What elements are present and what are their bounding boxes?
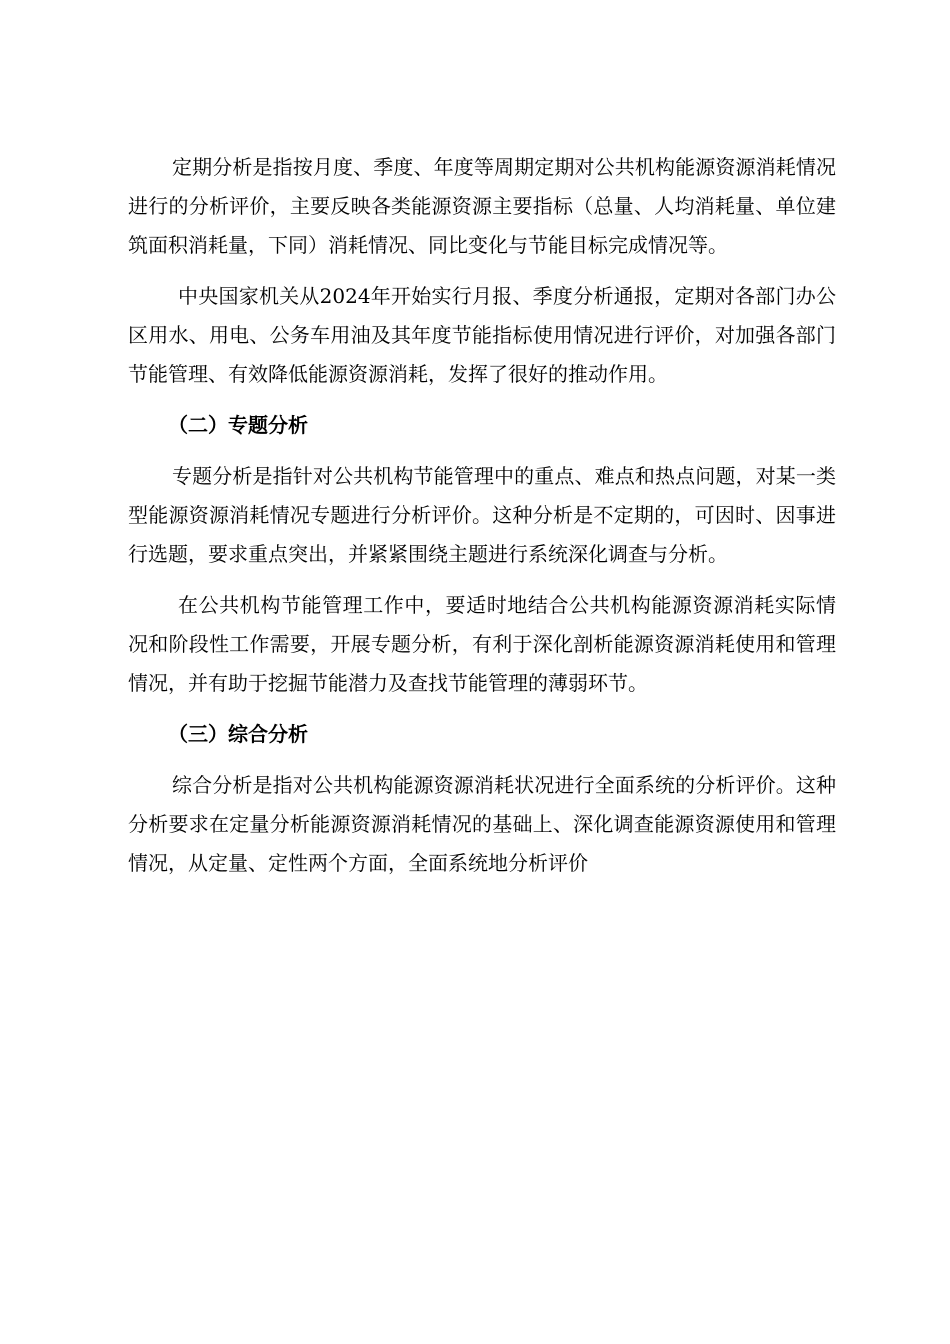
paragraph-periodic-analysis: 定期分析是指按月度、季度、年度等周期定期对公共机构能源资源消耗情况进行的分析评价，主要反映各类能源资源主要指标（总量、人均消耗量、单位建筑面积消耗量，下同）消耗情况、同比变化与节能目标完成情况等。 <box>128 155 836 257</box>
paragraph-thematic-application: 在公共机构节能管理工作中，要适时地结合公共机构能源资源消耗实际情况和阶段性工作需要，开展专题分析，有利于深化剖析能源资源消耗使用和管理情况，并有助于挖掘节能潜力及查找节能管理的薄弱环节。 <box>128 593 836 695</box>
document-body <box>128 148 836 895</box>
section-heading-thematic-analysis: （二）专题分析 <box>168 413 308 437</box>
paragraph-central-agencies: 中央国家机关从2024年开始实行月报、季度分析通报，定期对各部门办公区用水、用电、公务车用油及其年度节能指标使用情况进行评价，对加强各部门节能管理、有效降低能源资源消耗，发挥了很好的推动作用。 <box>128 284 836 386</box>
section-heading-comprehensive-analysis: （三）综合分析 <box>168 722 308 746</box>
paragraph-thematic-definition: 专题分析是指针对公共机构节能管理中的重点、难点和热点问题，对某一类型能源资源消耗情况专题进行分析评价。这种分析是不定期的，可因时、因事进行选题，要求重点突出，并紧紧围绕主题进行系统深化调查与分析。 <box>128 464 836 566</box>
paragraph-comprehensive-definition: 综合分析是指对公共机构能源资源消耗状况进行全面系统的分析评价。这种分析要求在定量分析能源资源消耗情况的基础上、深化调查能源资源使用和管理情况，从定量、定性两个方面，全面系统地分析评价 <box>128 773 836 875</box>
